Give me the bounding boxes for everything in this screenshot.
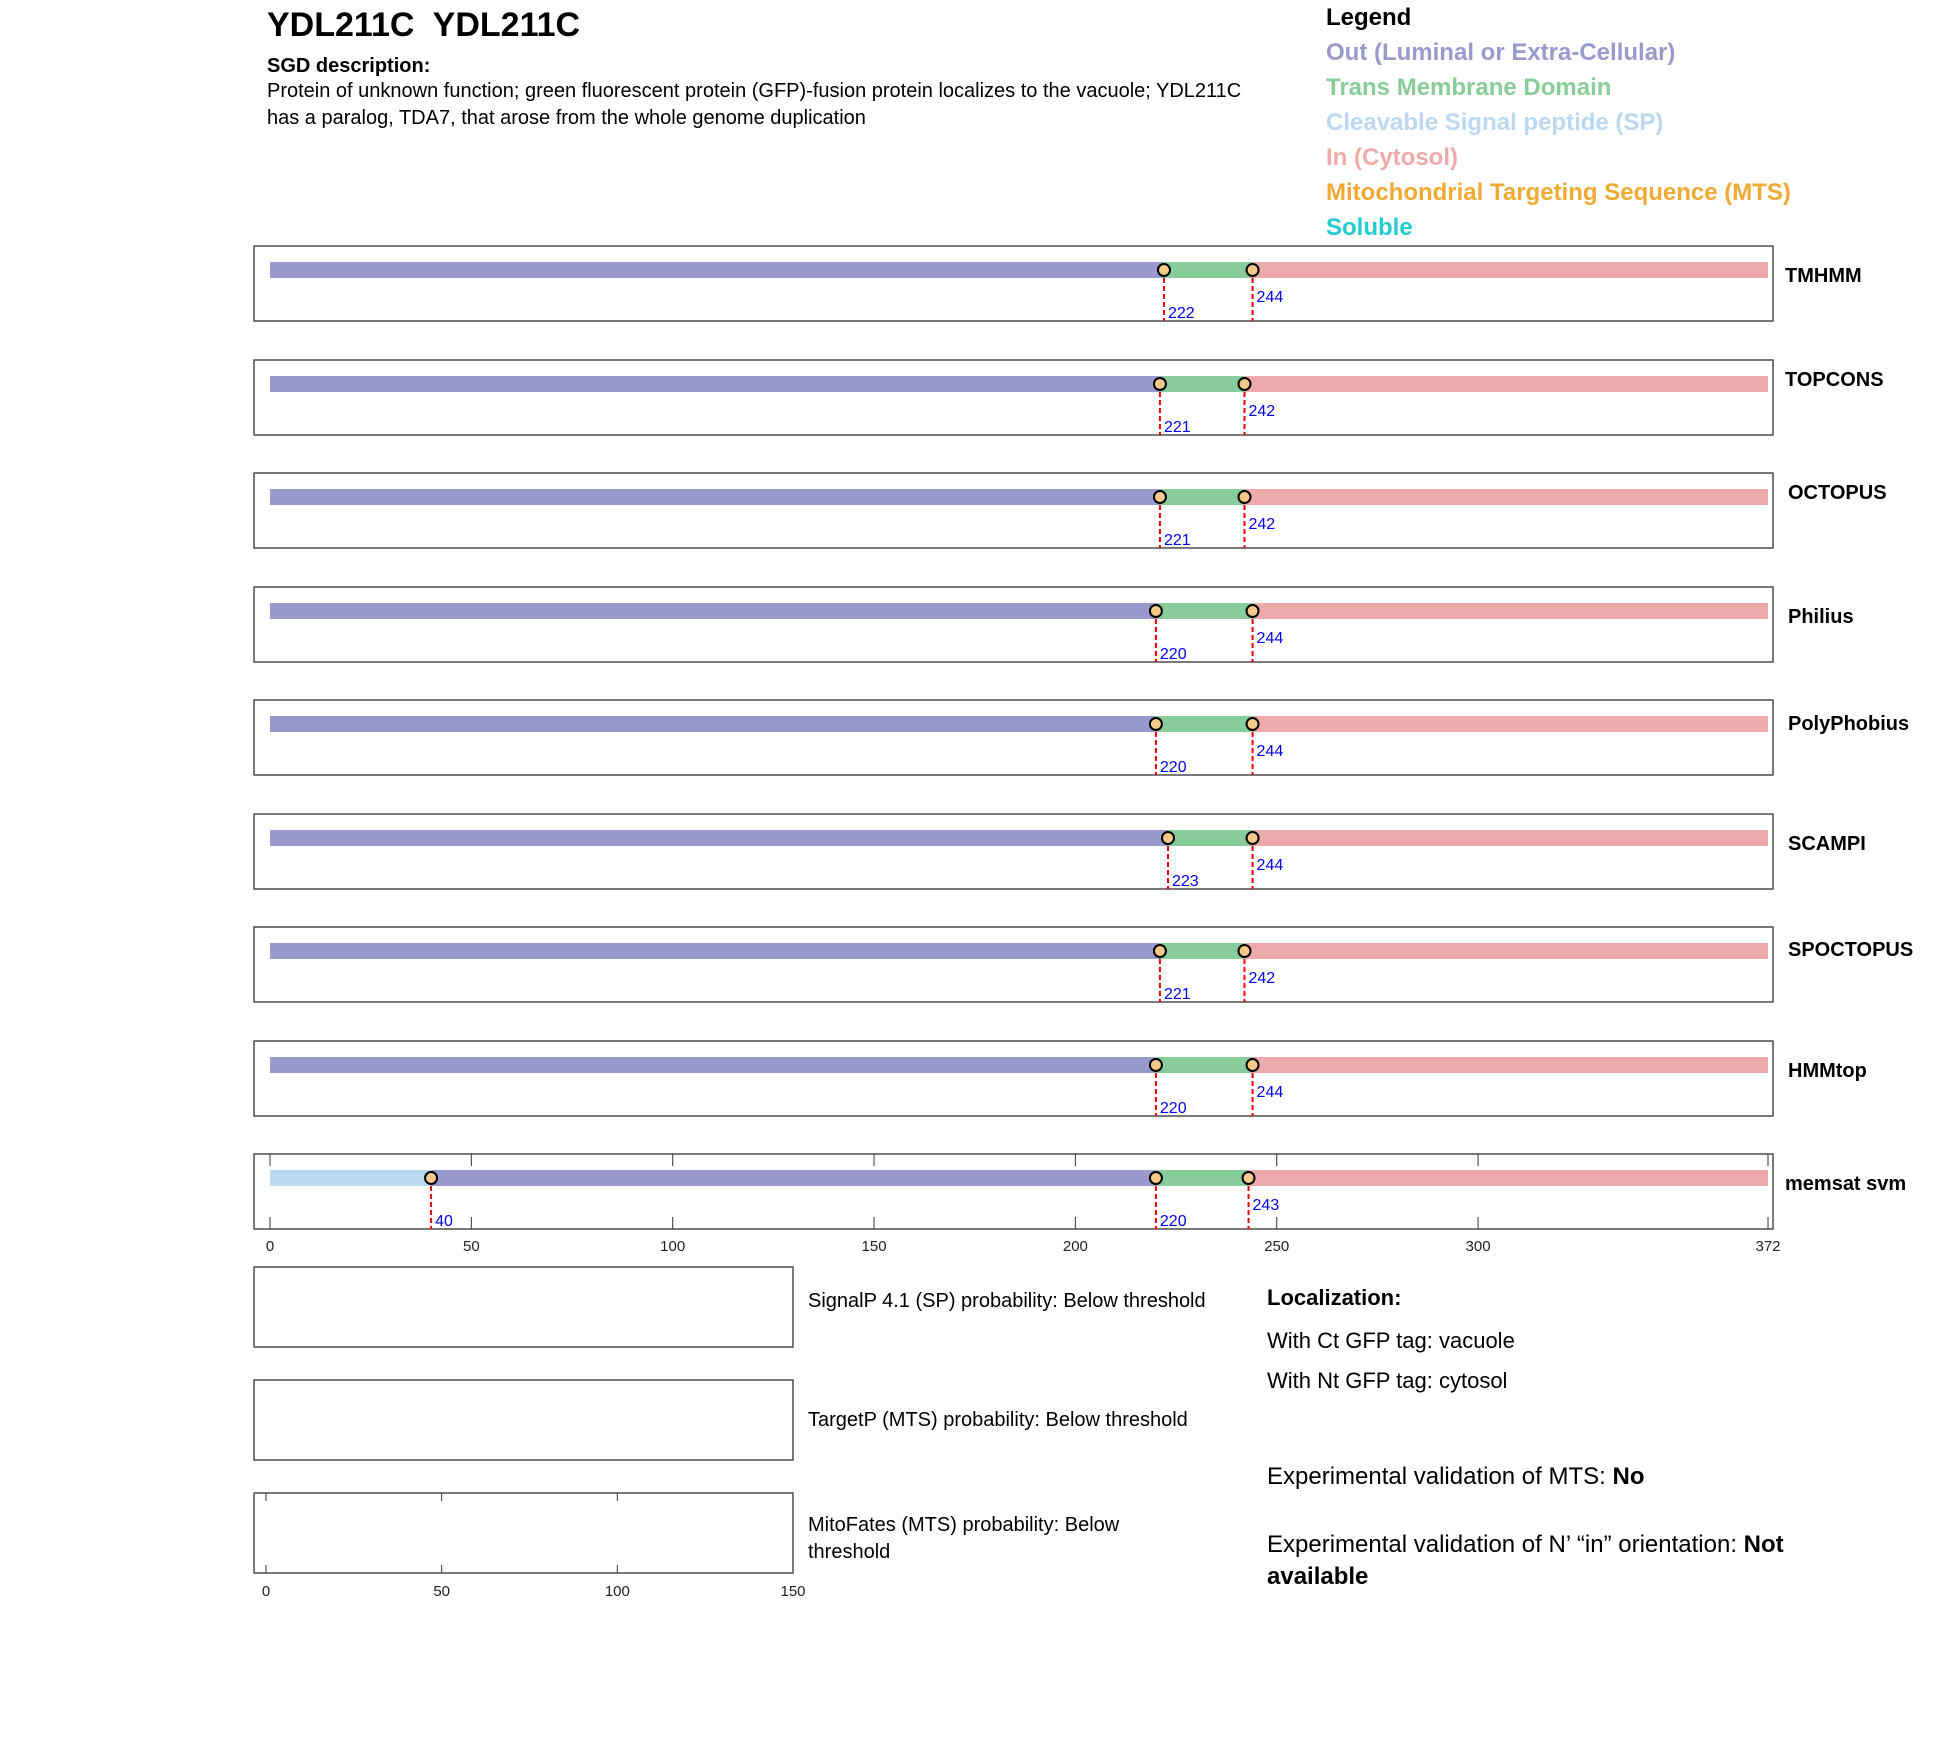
probability-panel-3 bbox=[254, 1493, 806, 1600]
predictor-frame bbox=[254, 360, 1773, 435]
segment-tm bbox=[1156, 603, 1253, 619]
boundary-marker bbox=[1150, 1059, 1162, 1071]
legend-item-out: Out (Luminal or Extra-Cellular) bbox=[1326, 39, 1676, 66]
sgd-description-text: Protein of unknown function; green fluorescent protein (GFP)-fusion protein localizes to the vacuole; YDL211C has a paralog, TDA7, that arose from the whole genome duplication bbox=[267, 80, 1242, 129]
segment-in bbox=[1245, 943, 1768, 959]
boundary-label: 244 bbox=[1256, 743, 1284, 760]
boundary-marker bbox=[1247, 605, 1259, 617]
segment-in bbox=[1245, 489, 1768, 505]
boundary-marker bbox=[1239, 378, 1251, 390]
x-tick-label: 150 bbox=[861, 1238, 887, 1255]
predictor-name: HMMtop bbox=[1788, 1060, 1867, 1082]
signalp-label: SignalP 4.1 (SP) probability: Below threshold bbox=[808, 1290, 1206, 1312]
predictor-name: PolyPhobius bbox=[1788, 713, 1910, 735]
boundary-marker bbox=[1239, 945, 1251, 957]
boundary-label: 220 bbox=[1159, 646, 1187, 663]
x-tick-label: 300 bbox=[1465, 1238, 1491, 1255]
segment-tm bbox=[1164, 262, 1253, 278]
boundary-label: 244 bbox=[1256, 630, 1284, 647]
x-tick-label: 0 bbox=[265, 1238, 275, 1255]
predictor-name: TOPCONS bbox=[1785, 369, 1884, 391]
segment-tm bbox=[1156, 1057, 1253, 1073]
boundary-marker bbox=[425, 1172, 437, 1184]
x-tick-label: 50 bbox=[463, 1238, 480, 1255]
boundary-label: 40 bbox=[435, 1213, 453, 1230]
legend bbox=[1326, 4, 1791, 248]
localization-nt: With Nt GFP tag: cytosol bbox=[1267, 1368, 1508, 1393]
predictor-row-topcons bbox=[254, 360, 1884, 436]
x-tick-label: 200 bbox=[1062, 1238, 1088, 1255]
predictor-frame bbox=[254, 700, 1773, 775]
predictor-row-octopus bbox=[254, 473, 1887, 549]
segment-out bbox=[270, 716, 1156, 732]
prob-tick-label: 0 bbox=[261, 1583, 271, 1600]
boundary-marker bbox=[1154, 945, 1166, 957]
probability-frame bbox=[254, 1493, 793, 1573]
boundary-marker bbox=[1247, 1059, 1259, 1071]
predictor-row-philius bbox=[254, 587, 1854, 663]
mts-validation-value: No bbox=[1612, 1463, 1645, 1490]
predictor-row-polyphobius bbox=[254, 700, 1909, 776]
n-in-validation-value: Not available bbox=[1267, 1531, 1784, 1590]
segment-in bbox=[1253, 262, 1768, 278]
segment-out bbox=[270, 1057, 1156, 1073]
x-tick-label: 250 bbox=[1264, 1238, 1290, 1255]
boundary-marker bbox=[1158, 264, 1170, 276]
localization-ct: With Ct GFP tag: vacuole bbox=[1267, 1328, 1515, 1353]
predictor-row-hmmtop bbox=[254, 1041, 1867, 1117]
n-in-validation bbox=[1267, 1529, 1887, 1593]
predictor-name: SPOCTOPUS bbox=[1788, 939, 1914, 961]
segment-in bbox=[1253, 716, 1768, 732]
segment-out bbox=[270, 603, 1156, 619]
probability-panel-2 bbox=[254, 1380, 793, 1460]
legend-item-mts: Mitochondrial Targeting Sequence (MTS) bbox=[1326, 179, 1791, 206]
predictor-row-memsat-svm bbox=[254, 1154, 1906, 1255]
predictor-frame bbox=[254, 927, 1773, 1002]
boundary-label: 220 bbox=[1159, 759, 1187, 776]
segment-in bbox=[1249, 1170, 1768, 1186]
segment-in bbox=[1253, 830, 1768, 846]
segment-out bbox=[270, 376, 1160, 392]
boundary-label: 221 bbox=[1163, 986, 1191, 1003]
boundary-marker bbox=[1247, 264, 1259, 276]
legend-item-tm: Trans Membrane Domain bbox=[1326, 74, 1612, 101]
predictor-name: memsat svm bbox=[1785, 1173, 1907, 1195]
segment-tm bbox=[1160, 943, 1245, 959]
mitofates-label: MitoFates (MTS) probability: Below threshold bbox=[808, 1514, 1120, 1563]
predictor-row-spoctopus bbox=[254, 927, 1913, 1003]
predictor-row-scampi bbox=[254, 814, 1866, 890]
segment-tm bbox=[1160, 376, 1245, 392]
probability-frame bbox=[254, 1267, 793, 1347]
boundary-label: 220 bbox=[1159, 1100, 1187, 1117]
prob-tick-label: 150 bbox=[780, 1583, 806, 1600]
legend-item-sp: Cleavable Signal peptide (SP) bbox=[1326, 109, 1664, 136]
predictor-frame bbox=[254, 246, 1773, 321]
boundary-marker bbox=[1150, 1172, 1162, 1184]
segment-tm bbox=[1160, 489, 1245, 505]
boundary-marker bbox=[1243, 1172, 1255, 1184]
segment-out bbox=[270, 262, 1164, 278]
predictor-name: TMHMM bbox=[1785, 265, 1862, 287]
boundary-label: 244 bbox=[1256, 289, 1284, 306]
boundary-label: 244 bbox=[1256, 1084, 1284, 1101]
segment-in bbox=[1253, 1057, 1768, 1073]
boundary-marker bbox=[1154, 378, 1166, 390]
boundary-marker bbox=[1150, 718, 1162, 730]
segment-tm bbox=[1156, 1170, 1249, 1186]
localization-heading: Localization: bbox=[1267, 1285, 1402, 1310]
boundary-label: 221 bbox=[1163, 532, 1191, 549]
segment-out bbox=[270, 943, 1160, 959]
segment-tm bbox=[1156, 716, 1253, 732]
segment-out bbox=[270, 830, 1168, 846]
mts-validation-label: Experimental validation of MTS: bbox=[1267, 1463, 1613, 1490]
boundary-marker bbox=[1154, 491, 1166, 503]
predictor-frame bbox=[254, 587, 1773, 662]
legend-title: Legend bbox=[1326, 4, 1412, 31]
segment-out bbox=[431, 1170, 1156, 1186]
predictor-frame bbox=[254, 473, 1773, 548]
x-tick-label: 100 bbox=[660, 1238, 686, 1255]
x-tick-label: 372 bbox=[1755, 1238, 1781, 1255]
sgd-description-heading: SGD description: bbox=[267, 55, 431, 77]
probability-frame bbox=[254, 1380, 793, 1460]
predictor-row-tmhmm bbox=[254, 246, 1862, 322]
predictor-name: OCTOPUS bbox=[1788, 482, 1887, 504]
boundary-label: 244 bbox=[1256, 857, 1284, 874]
targetp-label: TargetP (MTS) probability: Below threshold bbox=[808, 1409, 1188, 1431]
n-in-validation-label: Experimental validation of N’ “in” orientation: bbox=[1267, 1531, 1744, 1558]
boundary-marker bbox=[1247, 832, 1259, 844]
predictor-name: SCAMPI bbox=[1788, 833, 1866, 855]
boundary-label: 223 bbox=[1171, 873, 1199, 890]
boundary-marker bbox=[1247, 718, 1259, 730]
prob-tick-label: 100 bbox=[604, 1583, 630, 1600]
boundary-label: 222 bbox=[1167, 305, 1195, 322]
gene-title: YDL211C YDL211C bbox=[267, 6, 581, 44]
prob-tick-label: 50 bbox=[433, 1583, 451, 1600]
boundary-label: 242 bbox=[1248, 403, 1276, 420]
boundary-label: 221 bbox=[1163, 419, 1191, 436]
segment-sp bbox=[270, 1170, 431, 1186]
predictor-frame bbox=[254, 1154, 1773, 1229]
predictor-name: Philius bbox=[1788, 606, 1854, 628]
boundary-label: 243 bbox=[1252, 1197, 1280, 1214]
boundary-label: 220 bbox=[1159, 1213, 1187, 1230]
boundary-marker bbox=[1150, 605, 1162, 617]
legend-item-soluble: Soluble bbox=[1326, 214, 1413, 241]
segment-in bbox=[1245, 376, 1768, 392]
predictor-frame bbox=[254, 1041, 1773, 1116]
segment-tm bbox=[1168, 830, 1253, 846]
mts-validation bbox=[1267, 1463, 1644, 1491]
legend-item-in: In (Cytosol) bbox=[1326, 144, 1458, 171]
predictor-frame bbox=[254, 814, 1773, 889]
boundary-label: 242 bbox=[1248, 970, 1276, 987]
boundary-marker bbox=[1239, 491, 1251, 503]
segment-out bbox=[270, 489, 1160, 505]
probability-panel-1 bbox=[254, 1267, 793, 1347]
segment-in bbox=[1253, 603, 1768, 619]
boundary-label: 242 bbox=[1248, 516, 1276, 533]
boundary-marker bbox=[1162, 832, 1174, 844]
